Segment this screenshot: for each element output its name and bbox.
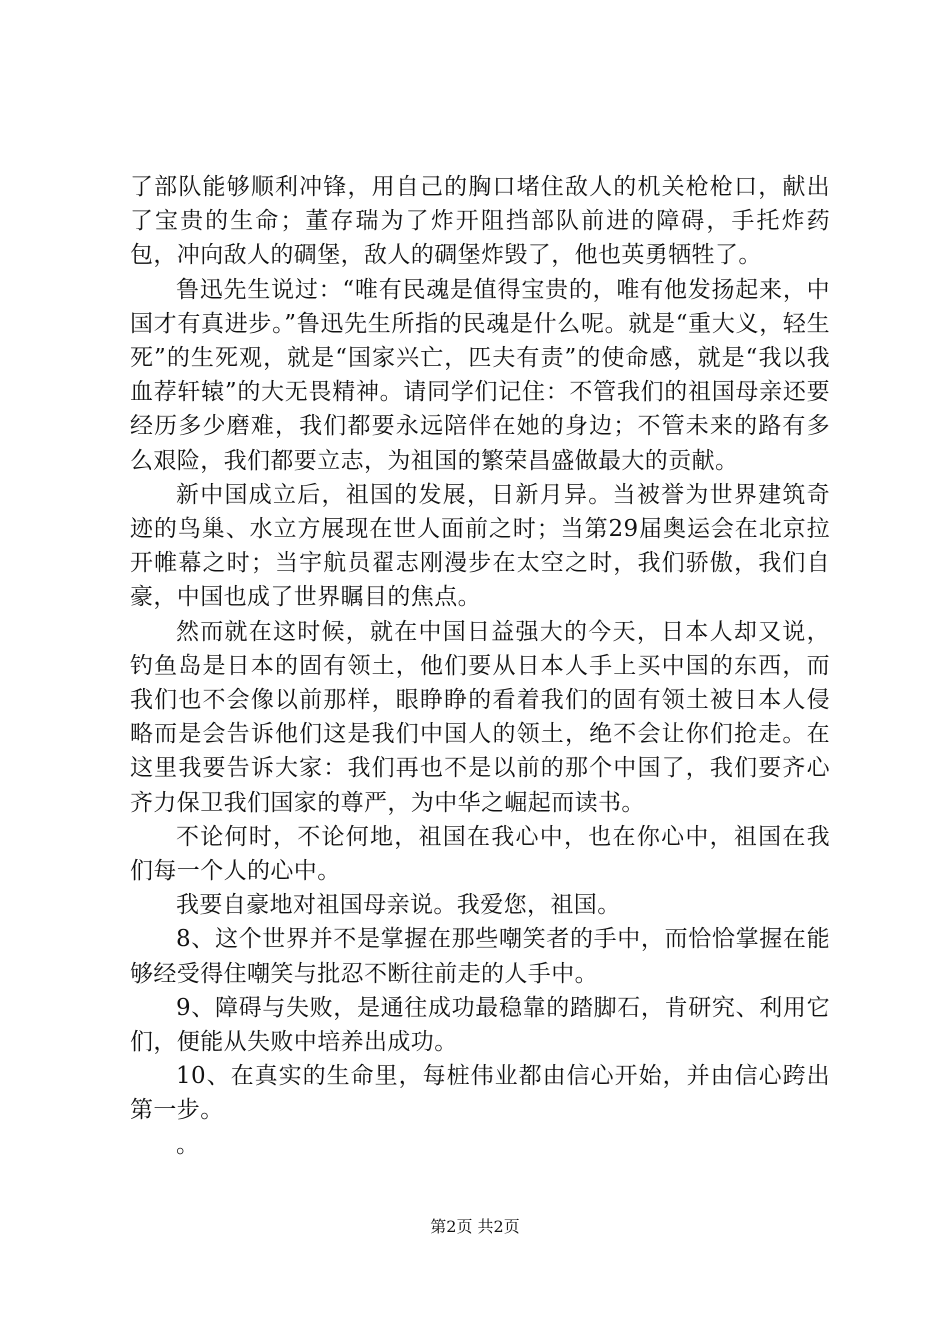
paragraph: 我要自豪地对祖国母亲说。我爱您，祖国。 [176,892,621,919]
paragraph: 新中国成立后，祖国的发展，日新月异。当被誉为世界建筑奇迹的鸟巢、水立方展现在世人面前之时；当第29届奥运会在北京拉开帷幕之时；当宇航员翟志刚漫步在太空之时，我们骄傲，我们自豪，中国也成了世界瞩目的焦点。 [130,481,830,611]
paragraph: 了部队能够顺利冲锋，用自己的胸口堵住敌人的机关枪枪口，献出了宝贵的生命；董存瑞为了炸开阻挡部队前进的障碍，手托炸药包，冲向敌人的碉堡，敌人的碉堡炸毁了，他也英勇牺牲了。 [130,174,830,269]
paragraph: 10、在真实的生命里，每桩伟业都由信心开始，并由信心跨出第一步。 [130,1063,830,1124]
paragraph: 然而就在这时候，就在中国日益强大的今天，日本人却又说，钓鱼岛是日本的固有领土，他们要从日本人手上买中国的东西，而我们也不会像以前那样，眼睁睁的看着我们的固有领土被日本人侵略而是会告诉他们这是我们中国人的领土，绝不会让你们抢走。在这里我要告诉大家：我们再也不是以前的那个中国了，我们要齐心齐力保卫我们国家的尊严，为中华之崛起而读书。 [130,618,830,816]
paragraph: 9、障碍与失败，是通往成功最稳靠的踏脚石，肯研究、利用它们，便能从失败中培养出成功。 [130,994,830,1056]
page-number: 第2页 共2页 [430,1217,520,1236]
paragraph: 8、这个世界并不是掌握在那些嘲笑者的手中，而恰恰掌握在能够经受得住嘲笑与批忍不断往前走的人手中。 [130,926,830,987]
document-body [130,170,830,1162]
paragraph: 鲁迅先生说过：“唯有民魂是值得宝贵的，唯有他发扬起来，中国才有真进步。”鲁迅先生所指的民魂是什么呢。就是“重大义，轻生死”的生死观，就是“国家兴亡，匹夫有责”的使命感，就是“我以我血荐轩辕”的大无畏精神。请同学们记住：不管我们的祖国母亲还要经历多少磨难，我们都要永远陪伴在她的身边；不管未来的路有多么艰险，我们都要立志，为祖国的繁荣昌盛做最大的贡献。 [130,276,830,474]
page-footer [0,1215,950,1239]
paragraph: 。 [176,1131,200,1158]
paragraph: 不论何时，不论何地，祖国在我心中，也在你心中，祖国在我们每一个人的心中。 [130,823,830,885]
